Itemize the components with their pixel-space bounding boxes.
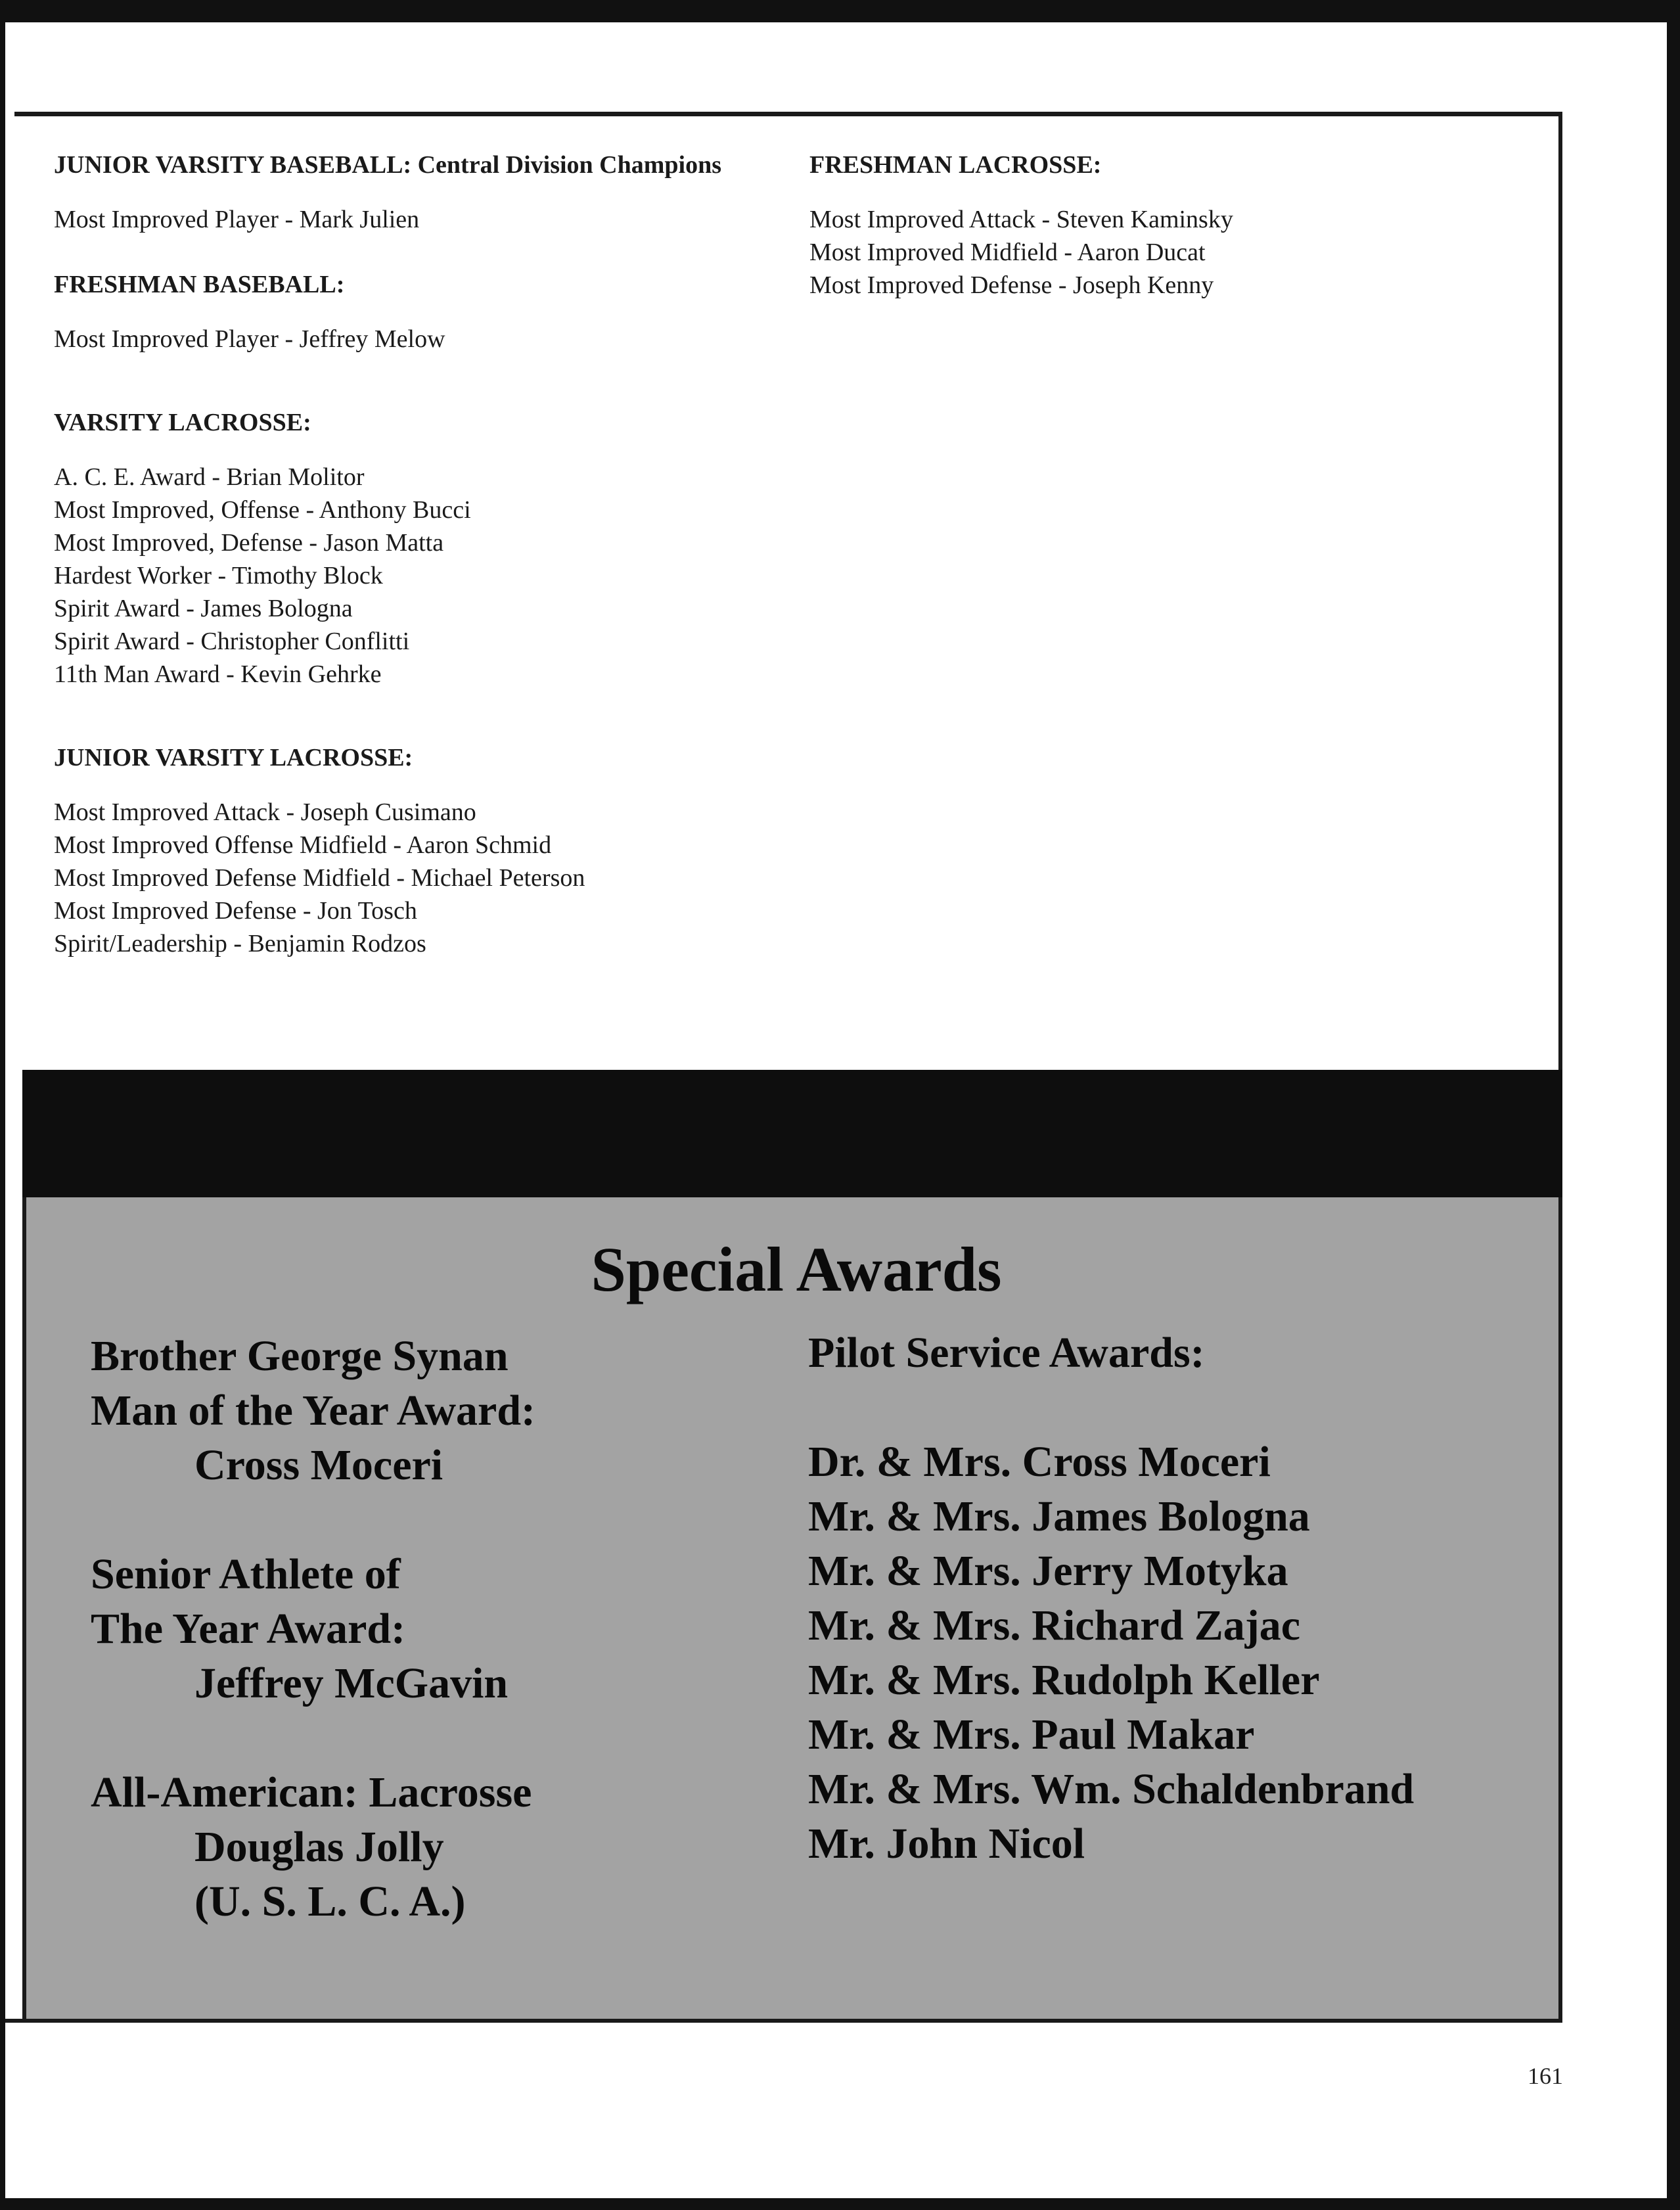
award-line: Spirit Award - James Bologna (54, 595, 353, 622)
award-line: Most Improved Attack - Steven Kaminsky (809, 206, 1233, 233)
recipient: Mr. & Mrs. Rudolph Keller (808, 1656, 1320, 1704)
jv-baseball-section (54, 149, 803, 236)
award-line: Most Improved Defense - Jon Tosch (54, 897, 417, 925)
award-line: Most Improved Defense Midfield - Michael Peterson (54, 864, 585, 892)
scan-edge-top (0, 0, 1680, 22)
page-number: 161 (1528, 2063, 1563, 2089)
sport-awards-box (14, 112, 1562, 1071)
right-awards-column (809, 149, 1532, 334)
award-line: Spirit/Leadership - Benjamin Rodzos (54, 930, 426, 957)
scan-edge-bottom (0, 2198, 1680, 2210)
award-name: Man of the Year Award: (91, 1387, 536, 1435)
section-title: VARSITY LACROSSE: (54, 409, 311, 436)
award-line: Hardest Worker - Timothy Block (54, 562, 383, 589)
section-title: JUNIOR VARSITY LACROSSE: (54, 744, 413, 771)
recipient: Mr. & Mrs. James Bologna (808, 1492, 1310, 1540)
jv-lacrosse-section (54, 742, 803, 960)
pilot-service-awards (808, 1325, 1557, 1871)
award-line: 11th Man Award - Kevin Gehrke (54, 660, 382, 688)
recipient: Douglas Jolly (194, 1823, 444, 1871)
scan-edge-left (0, 0, 5, 2210)
all-american-award (91, 1765, 781, 1929)
recipient: Mr. & Mrs. Paul Makar (808, 1711, 1255, 1759)
recipient: Dr. & Mrs. Cross Moceri (808, 1438, 1271, 1486)
special-awards-title: Special Awards (591, 1234, 1002, 1304)
freshman-lacrosse-section (809, 149, 1532, 302)
senior-athlete-award (91, 1547, 781, 1711)
award-name: All-American: Lacrosse (91, 1768, 532, 1816)
man-of-year-award (91, 1329, 781, 1492)
bottom-rule (5, 2019, 71, 2023)
left-awards-column (54, 149, 803, 993)
award-name: Brother George Synan (91, 1332, 509, 1380)
award-name: Senior Athlete of (91, 1550, 401, 1598)
black-banner (22, 1070, 1562, 1201)
scan-edge-right (1667, 0, 1680, 2210)
recipient: Mr. & Mrs. Wm. Schaldenbrand (808, 1765, 1415, 1813)
recipient: Mr. & Mrs. Richard Zajac (808, 1601, 1301, 1649)
section-title: FRESHMAN BASEBALL: (54, 271, 345, 298)
award-line: A. C. E. Award - Brian Molitor (54, 463, 365, 491)
special-awards-left (91, 1329, 781, 1983)
special-awards-panel (22, 1197, 1562, 2023)
recipient: Cross Moceri (194, 1441, 443, 1489)
award-line: Spirit Award - Christopher Conflitti (54, 628, 410, 655)
pilot-service-heading: Pilot Service Awards: (808, 1329, 1205, 1377)
section-title: FRESHMAN LACROSSE: (809, 151, 1102, 179)
recipient: Mr. & Mrs. Jerry Motyka (808, 1547, 1288, 1595)
award-line: Most Improved, Defense - Jason Matta (54, 529, 444, 557)
award-line: Most Improved Player - Jeffrey Melow (54, 325, 445, 353)
award-line: Most Improved Player - Mark Julien (54, 206, 420, 233)
spacer (808, 1380, 1557, 1435)
recipient: Jeffrey McGavin (194, 1659, 509, 1707)
recipient: Mr. John Nicol (808, 1820, 1085, 1868)
varsity-lacrosse-section (54, 407, 803, 691)
award-line: Most Improved Offense Midfield - Aaron Schmid (54, 831, 552, 859)
section-title: JUNIOR VARSITY BASEBALL: Central Division Champions (54, 151, 722, 179)
award-line: Most Improved Midfield - Aaron Ducat (809, 239, 1206, 266)
recipient-note: (U. S. L. C. A.) (194, 1877, 466, 1925)
freshman-baseball-section (54, 269, 803, 356)
award-line: Most Improved Attack - Joseph Cusimano (54, 798, 476, 826)
award-line: Most Improved, Offense - Anthony Bucci (54, 496, 471, 524)
award-name: The Year Award: (91, 1605, 406, 1653)
award-line: Most Improved Defense - Joseph Kenny (809, 271, 1214, 299)
